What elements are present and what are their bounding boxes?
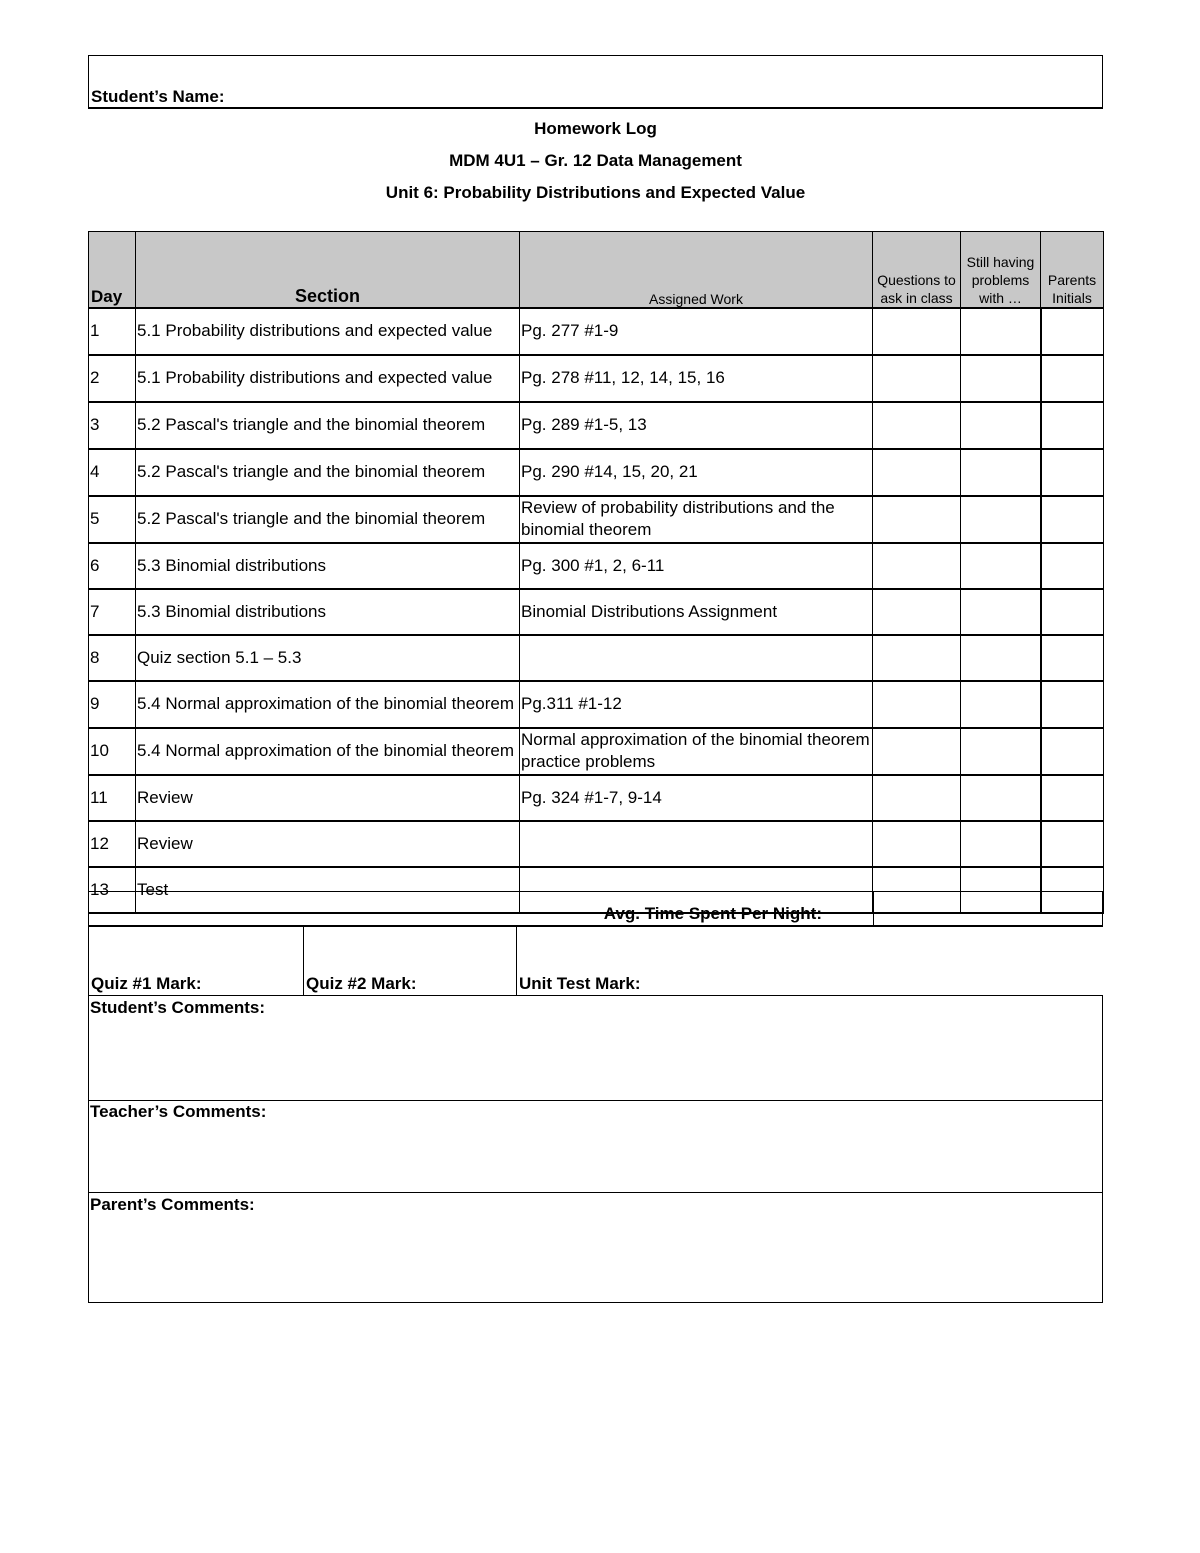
assigned-work-cell: Pg. 290 #14, 15, 20, 21 [520, 449, 873, 496]
day-cell: 7 [89, 589, 136, 635]
day-cell: 1 [89, 308, 136, 355]
homework-log-table [88, 231, 1104, 914]
day-cell: 10 [89, 728, 136, 775]
student-name-label: Student’s Name: [91, 87, 225, 106]
unit-title: Unit 6: Probability Distributions and Expected Value [385, 183, 806, 202]
questions-cell[interactable] [873, 543, 961, 589]
avg-time-row [88, 891, 1103, 927]
still-having-problems-cell[interactable] [961, 589, 1041, 635]
section-cell: 5.4 Normal approximation of the binomial theorem [136, 728, 520, 775]
questions-cell[interactable] [873, 496, 961, 543]
questions-cell[interactable] [873, 308, 961, 355]
table-row [89, 681, 1104, 728]
column-header-questions: Questions to ask in class [873, 232, 961, 308]
day-cell: 6 [89, 543, 136, 589]
quiz1-mark-field[interactable] [88, 927, 304, 996]
parents-initials-cell[interactable] [1041, 496, 1104, 543]
day-cell: 8 [89, 635, 136, 681]
still-having-problems-cell[interactable] [961, 775, 1041, 821]
section-cell: 5.2 Pascal's triangle and the binomial theorem [136, 496, 520, 543]
questions-cell[interactable] [873, 402, 961, 449]
assigned-work-cell: Pg.311 #1-12 [520, 681, 873, 728]
quiz2-mark-field[interactable] [303, 927, 517, 996]
teacher-comments-label: Teacher’s Comments: [90, 1102, 267, 1121]
still-having-problems-cell[interactable] [961, 402, 1041, 449]
avg-time-field[interactable] [873, 892, 1102, 926]
table-header-row [89, 232, 1104, 308]
page-title: Homework Log [534, 119, 657, 138]
assigned-work-cell [520, 821, 873, 867]
section-cell: 5.2 Pascal's triangle and the binomial theorem [136, 449, 520, 496]
avg-time-label: Avg. Time Spent Per Night: [603, 904, 822, 923]
parents-initials-cell[interactable] [1041, 821, 1104, 867]
questions-cell[interactable] [873, 355, 961, 402]
assigned-work-cell: Pg. 289 #1-5, 13 [520, 402, 873, 449]
day-cell: 11 [89, 775, 136, 821]
questions-cell[interactable] [873, 775, 961, 821]
assigned-work-cell: Pg. 278 #11, 12, 14, 15, 16 [520, 355, 873, 402]
parents-initials-cell[interactable] [1041, 681, 1104, 728]
day-cell: 3 [89, 402, 136, 449]
table-row [89, 775, 1104, 821]
column-header-assigned-work: Assigned Work [520, 232, 873, 308]
course-title: MDM 4U1 – Gr. 12 Data Management [449, 151, 742, 170]
assigned-work-cell: Pg. 277 #1-9 [520, 308, 873, 355]
questions-cell[interactable] [873, 821, 961, 867]
assigned-work-cell: Normal approximation of the binomial theorem practice problems [520, 728, 873, 775]
table-row [89, 496, 1104, 543]
table-row [89, 821, 1104, 867]
assigned-work-cell [520, 635, 873, 681]
student-comments-label: Student’s Comments: [90, 998, 266, 1017]
parents-initials-cell[interactable] [1041, 775, 1104, 821]
column-header-still-having-problems: Still having problems with … [961, 232, 1041, 308]
still-having-problems-cell[interactable] [961, 308, 1041, 355]
day-cell: 9 [89, 681, 136, 728]
table-row [89, 728, 1104, 775]
day-cell: 5 [89, 496, 136, 543]
questions-cell[interactable] [873, 589, 961, 635]
section-cell: 5.4 Normal approximation of the binomial theorem [136, 681, 520, 728]
table-row [89, 355, 1104, 402]
parents-initials-cell[interactable] [1041, 543, 1104, 589]
student-comments-field[interactable] [88, 995, 1103, 1101]
parents-initials-cell[interactable] [1041, 449, 1104, 496]
table-row [89, 449, 1104, 496]
day-cell: 12 [89, 821, 136, 867]
parents-initials-cell[interactable] [1041, 355, 1104, 402]
quiz1-mark-label: Quiz #1 Mark: [91, 974, 202, 993]
section-cell: Review [136, 775, 520, 821]
questions-cell[interactable] [873, 449, 961, 496]
student-name-field[interactable] [88, 55, 1103, 109]
still-having-problems-cell[interactable] [961, 355, 1041, 402]
parents-initials-cell[interactable] [1041, 308, 1104, 355]
section-cell: 5.1 Probability distributions and expected value [136, 355, 520, 402]
column-header-section: Section [136, 232, 520, 308]
table-row [89, 402, 1104, 449]
still-having-problems-cell[interactable] [961, 449, 1041, 496]
assigned-work-cell: Review of probability distributions and the binomial theorem [520, 496, 873, 543]
parents-initials-cell[interactable] [1041, 402, 1104, 449]
day-cell: 4 [89, 449, 136, 496]
column-header-parents-initials: Parents Initials [1041, 232, 1104, 308]
assigned-work-cell: Binomial Distributions Assignment [520, 589, 873, 635]
still-having-problems-cell[interactable] [961, 681, 1041, 728]
column-header-day: Day [89, 232, 136, 308]
table-row [89, 543, 1104, 589]
section-cell: Quiz section 5.1 – 5.3 [136, 635, 520, 681]
still-having-problems-cell[interactable] [961, 635, 1041, 681]
parent-comments-label: Parent’s Comments: [90, 1195, 255, 1214]
parent-comments-field[interactable] [88, 1192, 1103, 1303]
still-having-problems-cell[interactable] [961, 496, 1041, 543]
still-having-problems-cell[interactable] [961, 821, 1041, 867]
table-row [89, 635, 1104, 681]
unit-test-mark-label: Unit Test Mark: [519, 974, 641, 993]
table-row [89, 589, 1104, 635]
section-cell: Review [136, 821, 520, 867]
questions-cell[interactable] [873, 635, 961, 681]
questions-cell[interactable] [873, 681, 961, 728]
assigned-work-cell: Pg. 300 #1, 2, 6-11 [520, 543, 873, 589]
quiz2-mark-label: Quiz #2 Mark: [306, 974, 417, 993]
assigned-work-cell: Pg. 324 #1-7, 9-14 [520, 775, 873, 821]
section-cell: 5.2 Pascal's triangle and the binomial theorem [136, 402, 520, 449]
section-cell: 5.1 Probability distributions and expected value [136, 308, 520, 355]
still-having-problems-cell[interactable] [961, 543, 1041, 589]
parents-initials-cell[interactable] [1041, 589, 1104, 635]
questions-cell[interactable] [873, 728, 961, 775]
day-cell: 13 [89, 867, 136, 913]
parents-initials-cell[interactable] [1041, 635, 1104, 681]
day-cell: 2 [89, 355, 136, 402]
still-having-problems-cell[interactable] [961, 728, 1041, 775]
parents-initials-cell[interactable] [1041, 728, 1104, 775]
section-cell: 5.3 Binomial distributions [136, 589, 520, 635]
teacher-comments-field[interactable] [88, 1100, 1103, 1193]
section-cell: Test [136, 867, 520, 913]
section-cell: 5.3 Binomial distributions [136, 543, 520, 589]
table-row [89, 308, 1104, 355]
unit-test-mark-field[interactable] [516, 927, 1103, 996]
